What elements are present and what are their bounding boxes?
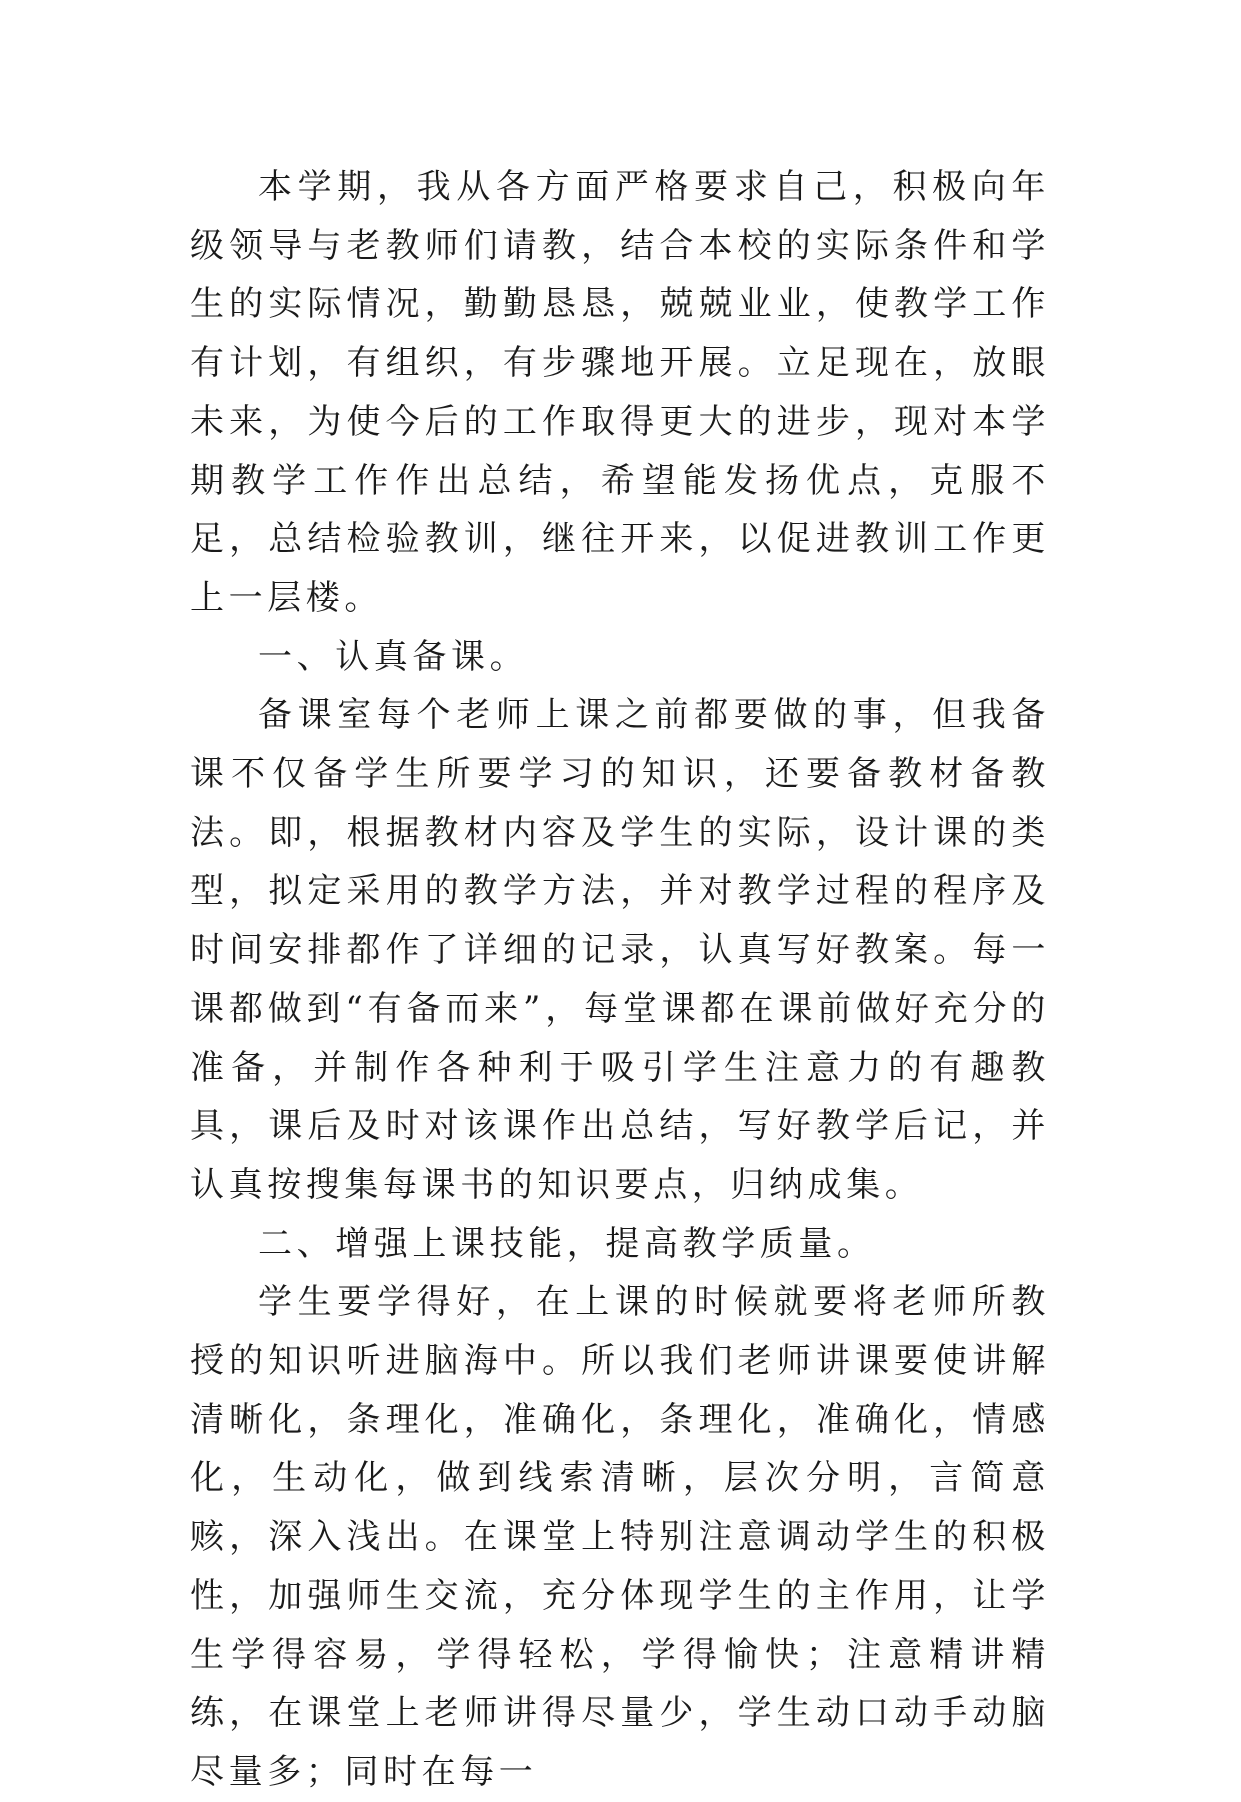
paragraph-lesson-prep: 备课室每个老师上课之前都要做的事，但我备课不仅备学生所要学习的知识，还要备教材备教法。即，根据教材内容及学生的实际，设计课的类型，拟定采用的教学方法，并对教学过程的程序及时间安排都作了详细的记录，认真写好教案。每一课都做到“有备而来”，每堂课都在课前做好充分的准备，并制作各种利于吸引学生注意力的有趣教具，课后及时对该课作出总结，写好教学后记，并认真按搜集每课书的知识要点，归纳成集。 (190, 695, 1050, 1205)
section-heading-1: 一、认真备课。 (258, 636, 529, 677)
paragraph-teaching-skills: 学生要学得好，在上课的时候就要将老师所教授的知识听进脑海中。所以我们老师讲课要使讲解清晰化，条理化，准确化，条理化，准确化，情感化，生动化，做到线索清晰，层次分明，言简意赅，深入浅出。在课堂上特别注意调动学生的积极性，加强师生交流，充分体现学生的主作用，让学生学得容易，学得轻松，学得愉快；注意精讲精练，在课堂上老师讲得尽量少，学生动口动手动脑尽量多；同时在每一 (190, 1282, 1050, 1792)
section-heading-2: 二、增强上课技能，提高教学质量。 (258, 1223, 876, 1264)
paragraph-intro: 本学期，我从各方面严格要求自己，积极向年级领导与老教师们请教，结合本校的实际条件和学生的实际情况，勤勤恳恳，兢兢业业，使教学工作有计划，有组织，有步骤地开展。立足现在，放眼未来，为使今后的工作取得更大的进步，现对本学期教学工作作出总结，希望能发扬优点，克服不足，总结检验教训，继往开来，以促进教训工作更上一层楼。 (190, 167, 1050, 618)
document-page (190, 158, 1050, 1802)
